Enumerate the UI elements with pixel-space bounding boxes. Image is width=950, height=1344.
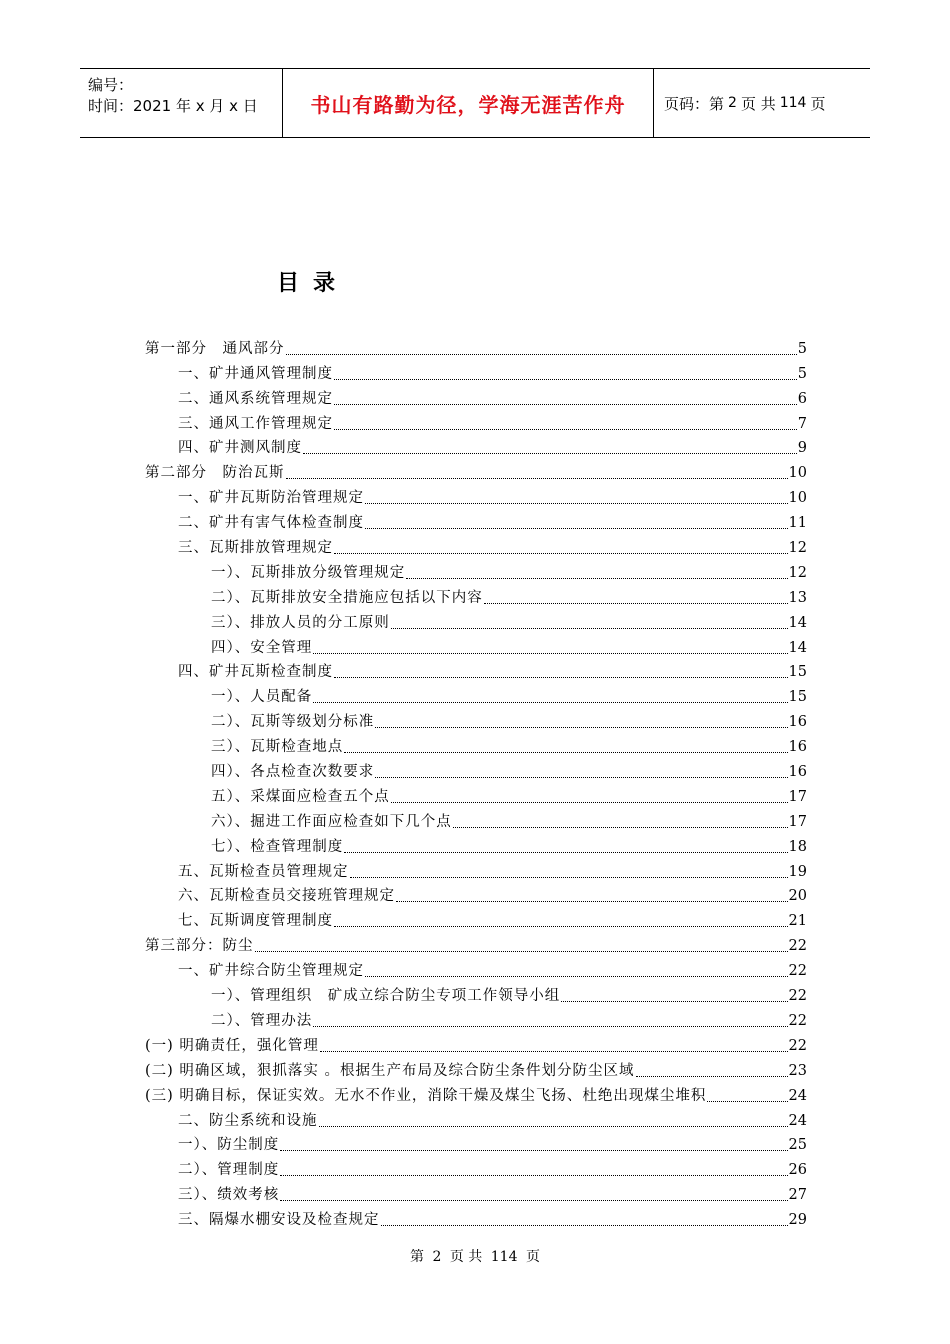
toc-entry[interactable] xyxy=(145,508,807,533)
toc-entry[interactable] xyxy=(145,483,807,508)
toc-entry[interactable] xyxy=(145,1106,807,1131)
toc-entry[interactable] xyxy=(145,807,807,832)
toc-entry-page: 22 xyxy=(788,1012,807,1029)
footer-middle: 页 共 xyxy=(449,1249,483,1265)
toc-entry[interactable] xyxy=(145,981,807,1006)
toc-entry-title: 二）、瓦斯排放安全措施应包括以下内容 xyxy=(211,589,483,606)
toc-entry-title: 二、通风系统管理规定 xyxy=(178,390,333,407)
toc-dot-leader xyxy=(303,433,797,454)
toc-entry-page: 19 xyxy=(788,863,807,880)
toc-dot-leader xyxy=(344,832,787,853)
toc-entry-title: 四、矿井瓦斯检查制度 xyxy=(178,664,333,681)
toc-dot-leader xyxy=(334,657,788,678)
toc-entry-title: 五）、采煤面应检查五个点 xyxy=(211,788,390,805)
toc-entry-title: 一）、人员配备 xyxy=(211,689,313,706)
toc-entry-title: (一) 明确责任，强化管理 xyxy=(145,1037,319,1054)
footer-suffix: 页 xyxy=(525,1249,540,1265)
toc-entry-page: 5 xyxy=(797,340,807,357)
toc-entry-title: 二）、管理办法 xyxy=(211,1012,313,1029)
toc-entry[interactable] xyxy=(145,334,807,359)
toc-entry[interactable] xyxy=(145,857,807,882)
footer-total-pages: 114 xyxy=(490,1249,518,1265)
toc-entry[interactable] xyxy=(145,732,807,757)
toc-dot-leader xyxy=(365,483,788,504)
toc-dot-leader xyxy=(453,807,788,828)
toc-entry-page: 12 xyxy=(788,564,807,581)
toc-dot-leader xyxy=(391,782,788,803)
toc-entry-title: 三、隔爆水棚安设及检查规定 xyxy=(178,1212,380,1229)
toc-dot-leader xyxy=(344,732,787,753)
toc-entry-page: 21 xyxy=(788,913,807,930)
toc-dot-leader xyxy=(334,384,797,405)
toc-entry-page: 16 xyxy=(788,739,807,756)
header-page-suffix: 页 xyxy=(810,94,826,113)
toc-entry-title: 一、矿井通风管理制度 xyxy=(178,365,333,382)
toc-entry[interactable] xyxy=(145,458,807,483)
toc-entry[interactable] xyxy=(145,1131,807,1156)
toc-entry-title: 三）、排放人员的分工原则 xyxy=(211,614,390,631)
toc-dot-leader xyxy=(313,682,787,703)
toc-entry[interactable] xyxy=(145,956,807,981)
toc-entry[interactable] xyxy=(145,1180,807,1205)
toc-entry[interactable] xyxy=(145,633,807,658)
toc-entry-title: 第二部分 防治瓦斯 xyxy=(145,465,285,482)
toc-dot-leader xyxy=(334,906,788,927)
toc-entry[interactable] xyxy=(145,782,807,807)
toc-dot-leader xyxy=(334,409,797,430)
toc-entry-page: 10 xyxy=(788,465,807,482)
toc-entry-page: 14 xyxy=(788,639,807,656)
toc-dot-leader xyxy=(255,931,788,952)
toc-entry-title: 二、矿井有害气体检查制度 xyxy=(178,515,364,532)
toc-dot-leader xyxy=(707,1081,787,1102)
footer-prefix: 第 xyxy=(410,1249,425,1265)
toc-entry-page: 23 xyxy=(788,1062,807,1079)
toc-entry[interactable] xyxy=(145,1081,807,1106)
toc-entry[interactable] xyxy=(145,1056,807,1081)
toc-dot-leader xyxy=(396,881,788,902)
toc-dot-leader xyxy=(375,757,787,778)
toc-entry-title: 二）、管理制度 xyxy=(178,1162,280,1179)
toc-entry-title: 四）、各点检查次数要求 xyxy=(211,764,375,781)
toc-entry-title: 四、矿井测风制度 xyxy=(178,440,302,457)
toc-entry-page: 26 xyxy=(788,1162,807,1179)
toc-entry-title: (二) 明确区域，狠抓落实 。根据生产布局及综合防尘条件划分防尘区域 xyxy=(145,1062,635,1079)
toc-entry-title: 三、通风工作管理规定 xyxy=(178,415,333,432)
page-footer xyxy=(0,1246,950,1266)
toc-entry-page: 5 xyxy=(797,365,807,382)
toc-entry[interactable] xyxy=(145,359,807,384)
toc-entry-title: 五、瓦斯检查员管理规定 xyxy=(178,863,349,880)
toc-entry-page: 24 xyxy=(788,1112,807,1129)
toc-entry-title: 一）、管理组织 矿成立综合防尘专项工作领导小组 xyxy=(211,988,561,1005)
toc-entry-page: 14 xyxy=(788,614,807,631)
toc-dot-leader xyxy=(280,1180,787,1201)
toc-entry[interactable] xyxy=(145,1155,807,1180)
toc-entry-page: 22 xyxy=(788,963,807,980)
toc-entry-title: 二）、瓦斯等级划分标准 xyxy=(211,714,375,731)
page-header xyxy=(80,68,870,138)
toc-entry-page: 22 xyxy=(788,988,807,1005)
toc-entry-title: 三、瓦斯排放管理规定 xyxy=(178,540,333,557)
toc-entry-title: 一、矿井综合防尘管理规定 xyxy=(178,963,364,980)
toc-dot-leader xyxy=(484,583,788,604)
toc-dot-leader xyxy=(313,633,787,654)
toc-dot-leader xyxy=(561,981,787,1002)
toc-entry-title: 第一部分 通风部分 xyxy=(145,340,285,357)
toc-dot-leader xyxy=(365,508,788,529)
toc-entry-page: 17 xyxy=(788,788,807,805)
toc-entry-page: 16 xyxy=(788,714,807,731)
toc-entry[interactable] xyxy=(145,583,807,608)
toc-entry-title: 二、防尘系统和设施 xyxy=(178,1112,318,1129)
toc-entry-title: 七）、检查管理制度 xyxy=(211,838,344,855)
toc-dot-leader xyxy=(334,533,788,554)
footer-current-page: 2 xyxy=(432,1249,442,1265)
toc-entry-title: 一）、瓦斯排放分级管理规定 xyxy=(211,564,406,581)
toc-dot-leader xyxy=(381,1205,788,1226)
toc-entry[interactable] xyxy=(145,384,807,409)
toc-entry-page: 12 xyxy=(788,540,807,557)
toc-entry-title: 三）、瓦斯检查地点 xyxy=(211,739,344,756)
toc-entry-page: 22 xyxy=(788,938,807,955)
toc-entry-page: 13 xyxy=(788,589,807,606)
toc-entry-title: (三) 明确目标，保证实效。无水不作业，消除干燥及煤尘飞扬、杜绝出现煤尘堆积 xyxy=(145,1087,707,1104)
toc-entry[interactable] xyxy=(145,658,807,683)
toc-dot-leader xyxy=(391,608,788,629)
toc-dot-leader xyxy=(350,857,788,878)
toc-entry[interactable] xyxy=(145,882,807,907)
header-page-total: 114 xyxy=(779,95,807,111)
toc-entry-title: 一）、防尘制度 xyxy=(178,1137,280,1154)
toc-entry[interactable] xyxy=(145,757,807,782)
toc-entry[interactable] xyxy=(145,1205,807,1230)
toc-entry-title: 七、瓦斯调度管理制度 xyxy=(178,913,333,930)
toc-entry-title: 四）、安全管理 xyxy=(211,639,313,656)
toc-dot-leader xyxy=(636,1056,788,1077)
table-of-contents xyxy=(145,334,807,1230)
toc-dot-leader xyxy=(280,1130,787,1151)
toc-entry-title: 第三部分：防尘 xyxy=(145,938,254,955)
toc-entry-page: 29 xyxy=(788,1212,807,1229)
toc-dot-leader xyxy=(320,1031,788,1052)
toc-entry-page: 15 xyxy=(788,664,807,681)
header-page-info xyxy=(654,69,870,137)
header-info-cell xyxy=(80,69,282,137)
toc-dot-leader xyxy=(319,1106,788,1127)
header-page-prefix: 页码：第 xyxy=(664,94,725,113)
toc-entry-page: 17 xyxy=(788,813,807,830)
header-page-current: 2 xyxy=(728,95,737,111)
toc-entry[interactable] xyxy=(145,434,807,459)
toc-entry[interactable] xyxy=(145,832,807,857)
toc-dot-leader xyxy=(406,558,787,579)
document-number-label: 编号： xyxy=(88,76,134,94)
toc-entry-title: 六、瓦斯检查员交接班管理规定 xyxy=(178,888,395,905)
toc-entry[interactable] xyxy=(145,409,807,434)
toc-entry-page: 27 xyxy=(788,1187,807,1204)
toc-entry-page: 24 xyxy=(788,1087,807,1104)
toc-entry-title: 一、矿井瓦斯防治管理规定 xyxy=(178,490,364,507)
toc-entry-page: 16 xyxy=(788,764,807,781)
toc-entry-page: 22 xyxy=(788,1037,807,1054)
toc-dot-leader xyxy=(334,359,797,380)
header-motto: 书山有路勤为径，学海无涯苦作舟 xyxy=(282,69,654,137)
document-time: 时间：2021 年 x 月 x 日 xyxy=(88,97,258,115)
toc-entry[interactable] xyxy=(145,707,807,732)
toc-entry[interactable] xyxy=(145,1031,807,1056)
toc-entry[interactable] xyxy=(145,608,807,633)
toc-entry-page: 15 xyxy=(788,689,807,706)
toc-dot-leader xyxy=(365,956,788,977)
toc-entry-title: 三）、绩效考核 xyxy=(178,1187,280,1204)
page-title: 目录 xyxy=(276,271,349,296)
toc-entry-page: 6 xyxy=(797,390,807,407)
toc-dot-leader xyxy=(375,707,787,728)
toc-entry-page: 7 xyxy=(797,415,807,432)
toc-entry-page: 18 xyxy=(788,838,807,855)
toc-entry-page: 20 xyxy=(788,888,807,905)
toc-entry[interactable] xyxy=(145,682,807,707)
toc-entry-page: 11 xyxy=(788,515,807,532)
toc-entry[interactable] xyxy=(145,906,807,931)
header-page-middle: 页 共 xyxy=(740,94,776,113)
toc-entry-page: 25 xyxy=(788,1137,807,1154)
toc-entry[interactable] xyxy=(145,1006,807,1031)
toc-dot-leader xyxy=(313,1006,787,1027)
toc-entry-page: 9 xyxy=(797,440,807,457)
toc-entry-page: 10 xyxy=(788,490,807,507)
toc-entry[interactable] xyxy=(145,558,807,583)
toc-entry[interactable] xyxy=(145,931,807,956)
toc-dot-leader xyxy=(286,334,797,355)
toc-dot-leader xyxy=(280,1155,787,1176)
toc-entry[interactable] xyxy=(145,533,807,558)
toc-dot-leader xyxy=(286,458,788,479)
toc-entry-title: 六）、掘进工作面应检查如下几个点 xyxy=(211,813,452,830)
